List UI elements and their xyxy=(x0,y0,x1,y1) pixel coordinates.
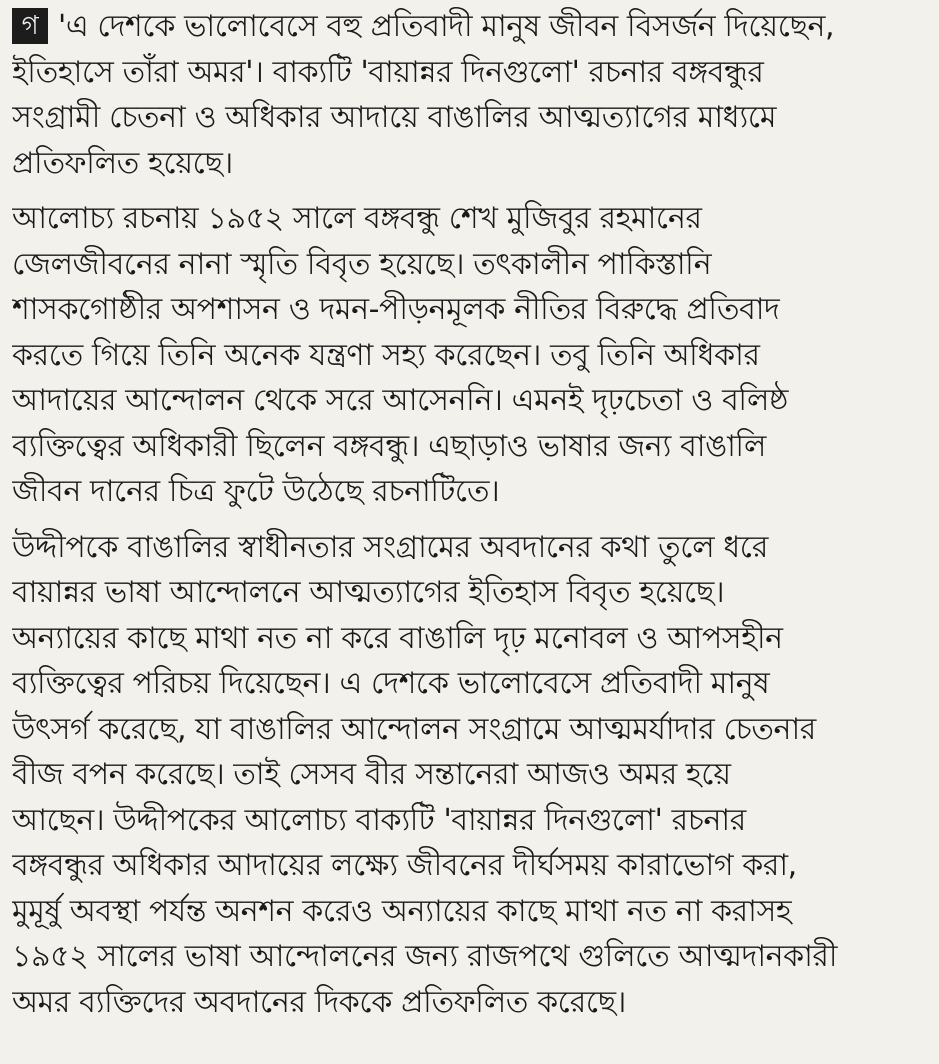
text-line: বায়ান্নর ভাষা আন্দোলনে আত্মত্যাগের ইতিহাস বিবৃত হয়েছে। xyxy=(12,575,725,610)
text-line: জীবন দানের চিত্র ফুটে উঠেছে রচনাটিতে। xyxy=(12,474,500,509)
text-line: প্রতিফলিত হয়েছে। xyxy=(12,145,233,181)
text-line: বঙ্গবন্ধুর অধিকার আদায়ের লক্ষ্যে জীবনের দীর্ঘসময় কারাভোগ করা, xyxy=(12,848,797,883)
text-line: অন্যায়ের কাছে মাথা নত না করে বাঙালি দৃঢ় মনোবল ও আপসহীন xyxy=(12,620,783,656)
text-line: আদায়ের আন্দোলন থেকে সরে আসেননি। এমনই দৃঢ়চেতা ও বলিষ্ঠ xyxy=(12,383,789,418)
line-text: 'এ দেশকে ভালোবেসে বহু প্রতিবাদী মানুষ জীবন বিসর্জন দিয়েছেন, xyxy=(58,9,835,44)
paragraph-2 xyxy=(12,196,929,515)
text-line: উৎসর্গ করেছে, যা বাঙালির আন্দোলন সংগ্রামে আত্মমর্যাদার চেতনার xyxy=(12,711,816,747)
text-line: ব্যক্তিত্বের অধিকারী ছিলেন বঙ্গবন্ধু। এছাড়াও ভাষার জন্য বাঙালি xyxy=(12,428,766,464)
text-line: ১৯৫২ সালের ভাষা আন্দোলনের জন্য রাজপথে গুলিতে আত্মদানকারী xyxy=(12,939,838,974)
text-line: বীজ বপন করেছে। তাই সেসব বীর সন্তানেরা আজও অমর হয়ে xyxy=(12,757,731,792)
text-line: আছেন। উদ্দীপকের আলোচ্য বাক্যটি 'বায়ান্নর দিনগুলো' রচনার xyxy=(12,802,746,838)
text-line: আলোচ্য রচনায় ১৯৫২ সালে বঙ্গবন্ধু শেখ মুজিবুর রহমানের xyxy=(12,201,702,236)
text-line xyxy=(12,4,929,50)
text-line: অমর ব্যক্তিদের অবদানের দিককে প্রতিফলিত করেছে। xyxy=(12,984,627,1020)
text-line: উদ্দীপকে বাঙালির স্বাধীনতার সংগ্রামের অবদানের কথা তুলে ধরে xyxy=(12,529,768,565)
question-label-badge: গ xyxy=(12,8,48,44)
text-line: ব্যক্তিত্বের পরিচয় দিয়েছেন। এ দেশকে ভালোবেসে প্রতিবাদী মানুষ xyxy=(12,666,770,701)
text-line: শাসকগোষ্ঠীর অপশাসন ও দমন-পীড়নমূলক নীতির বিরুদ্ধে প্রতিবাদ xyxy=(12,292,780,327)
text-line: সংগ্রামী চেতনা ও অধিকার আদায়ে বাঙালির আত্মত্যাগের মাধ্যমে xyxy=(12,100,777,135)
text-line: জেলজীবনের নানা স্মৃতি বিবৃত হয়েছে। তৎকালীন পাকিস্তানি xyxy=(12,246,712,282)
text-line: ইতিহাসে তাঁরা অমর'। বাক্যটি 'বায়ান্নর দিনগুলো' রচনার বঙ্গবন্ধুর xyxy=(12,54,764,90)
paragraph-3 xyxy=(12,525,929,1026)
text-line: করতে গিয়ে তিনি অনেক যন্ত্রণা সহ্য করেছেন। তবু তিনি অধিকার xyxy=(12,337,760,373)
paragraph-1 xyxy=(12,4,929,186)
text-line: মুমূর্ষু অবস্থা পর্যন্ত অনশন করেও অন্যায়ের কাছে মাথা নত না করাসহ xyxy=(12,893,792,929)
